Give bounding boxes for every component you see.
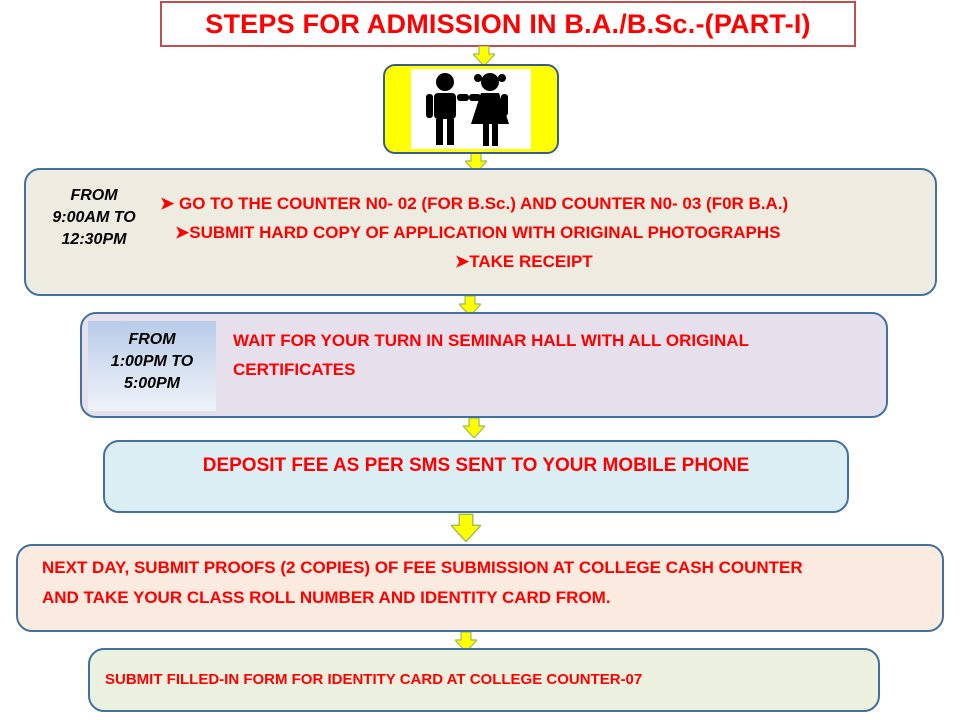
step-2-time bbox=[88, 329, 216, 395]
title-box bbox=[160, 1, 856, 47]
step-4-text-line: NEXT DAY, SUBMIT PROOFS (2 COPIES) OF FEE SUBMISSION AT COLLEGE CASH COUNTER bbox=[42, 558, 803, 577]
time-end-label: 5:00PM bbox=[123, 375, 181, 392]
step-1-item bbox=[160, 189, 788, 218]
bullet-arrow-icon: ➤ bbox=[175, 223, 190, 242]
boy-and-girl-icon bbox=[411, 69, 531, 149]
step-4-text-line: AND TAKE YOUR CLASS ROLL NUMBER AND IDENTITY CARD FROM. bbox=[42, 588, 611, 607]
step-4-text bbox=[42, 553, 803, 613]
time-start-label: 1:00PM TO bbox=[110, 353, 194, 370]
time-from-label: FROM bbox=[70, 187, 118, 204]
step-1-time bbox=[33, 185, 155, 251]
step-3-text: DEPOSIT FEE AS PER SMS SENT TO YOUR MOBILE PHONE bbox=[202, 455, 750, 476]
step-1-item-text: GO TO THE COUNTER N0- 02 (FOR B.Sc.) AND COUNTER N0- 03 (F0R B.A.) bbox=[178, 194, 789, 213]
time-start-label: 9:00AM TO bbox=[52, 209, 136, 226]
step-1-item bbox=[455, 247, 593, 276]
icon-frame bbox=[411, 69, 531, 149]
time-end-label: 12:30PM bbox=[61, 231, 127, 248]
step-1-item bbox=[175, 218, 781, 247]
down-arrow-icon bbox=[463, 418, 485, 438]
icon-box bbox=[383, 64, 559, 154]
bullet-arrow-icon: ➤ bbox=[455, 252, 470, 271]
down-arrow-icon bbox=[451, 513, 481, 543]
step-2-text-line: CERTIFICATES bbox=[233, 360, 356, 379]
step-2-text bbox=[233, 326, 749, 384]
page-title: STEPS FOR ADMISSION IN B.A./B.Sc.-(PART-I) bbox=[205, 8, 811, 39]
step-1-item-text: SUBMIT HARD COPY OF APPLICATION WITH ORIGINAL PHOTOGRAPHS bbox=[189, 223, 781, 242]
step-2-text-line: WAIT FOR YOUR TURN IN SEMINAR HALL WITH ALL ORIGINAL bbox=[233, 331, 749, 350]
step-5-text: SUBMIT FILLED-IN FORM FOR IDENTITY CARD AT COLLEGE COUNTER-07 bbox=[105, 671, 643, 688]
step-1-item-text: TAKE RECEIPT bbox=[469, 252, 593, 271]
time-from-label: FROM bbox=[128, 331, 176, 348]
down-arrow-icon bbox=[473, 46, 495, 66]
bullet-arrow-icon: ➤ bbox=[160, 194, 175, 213]
